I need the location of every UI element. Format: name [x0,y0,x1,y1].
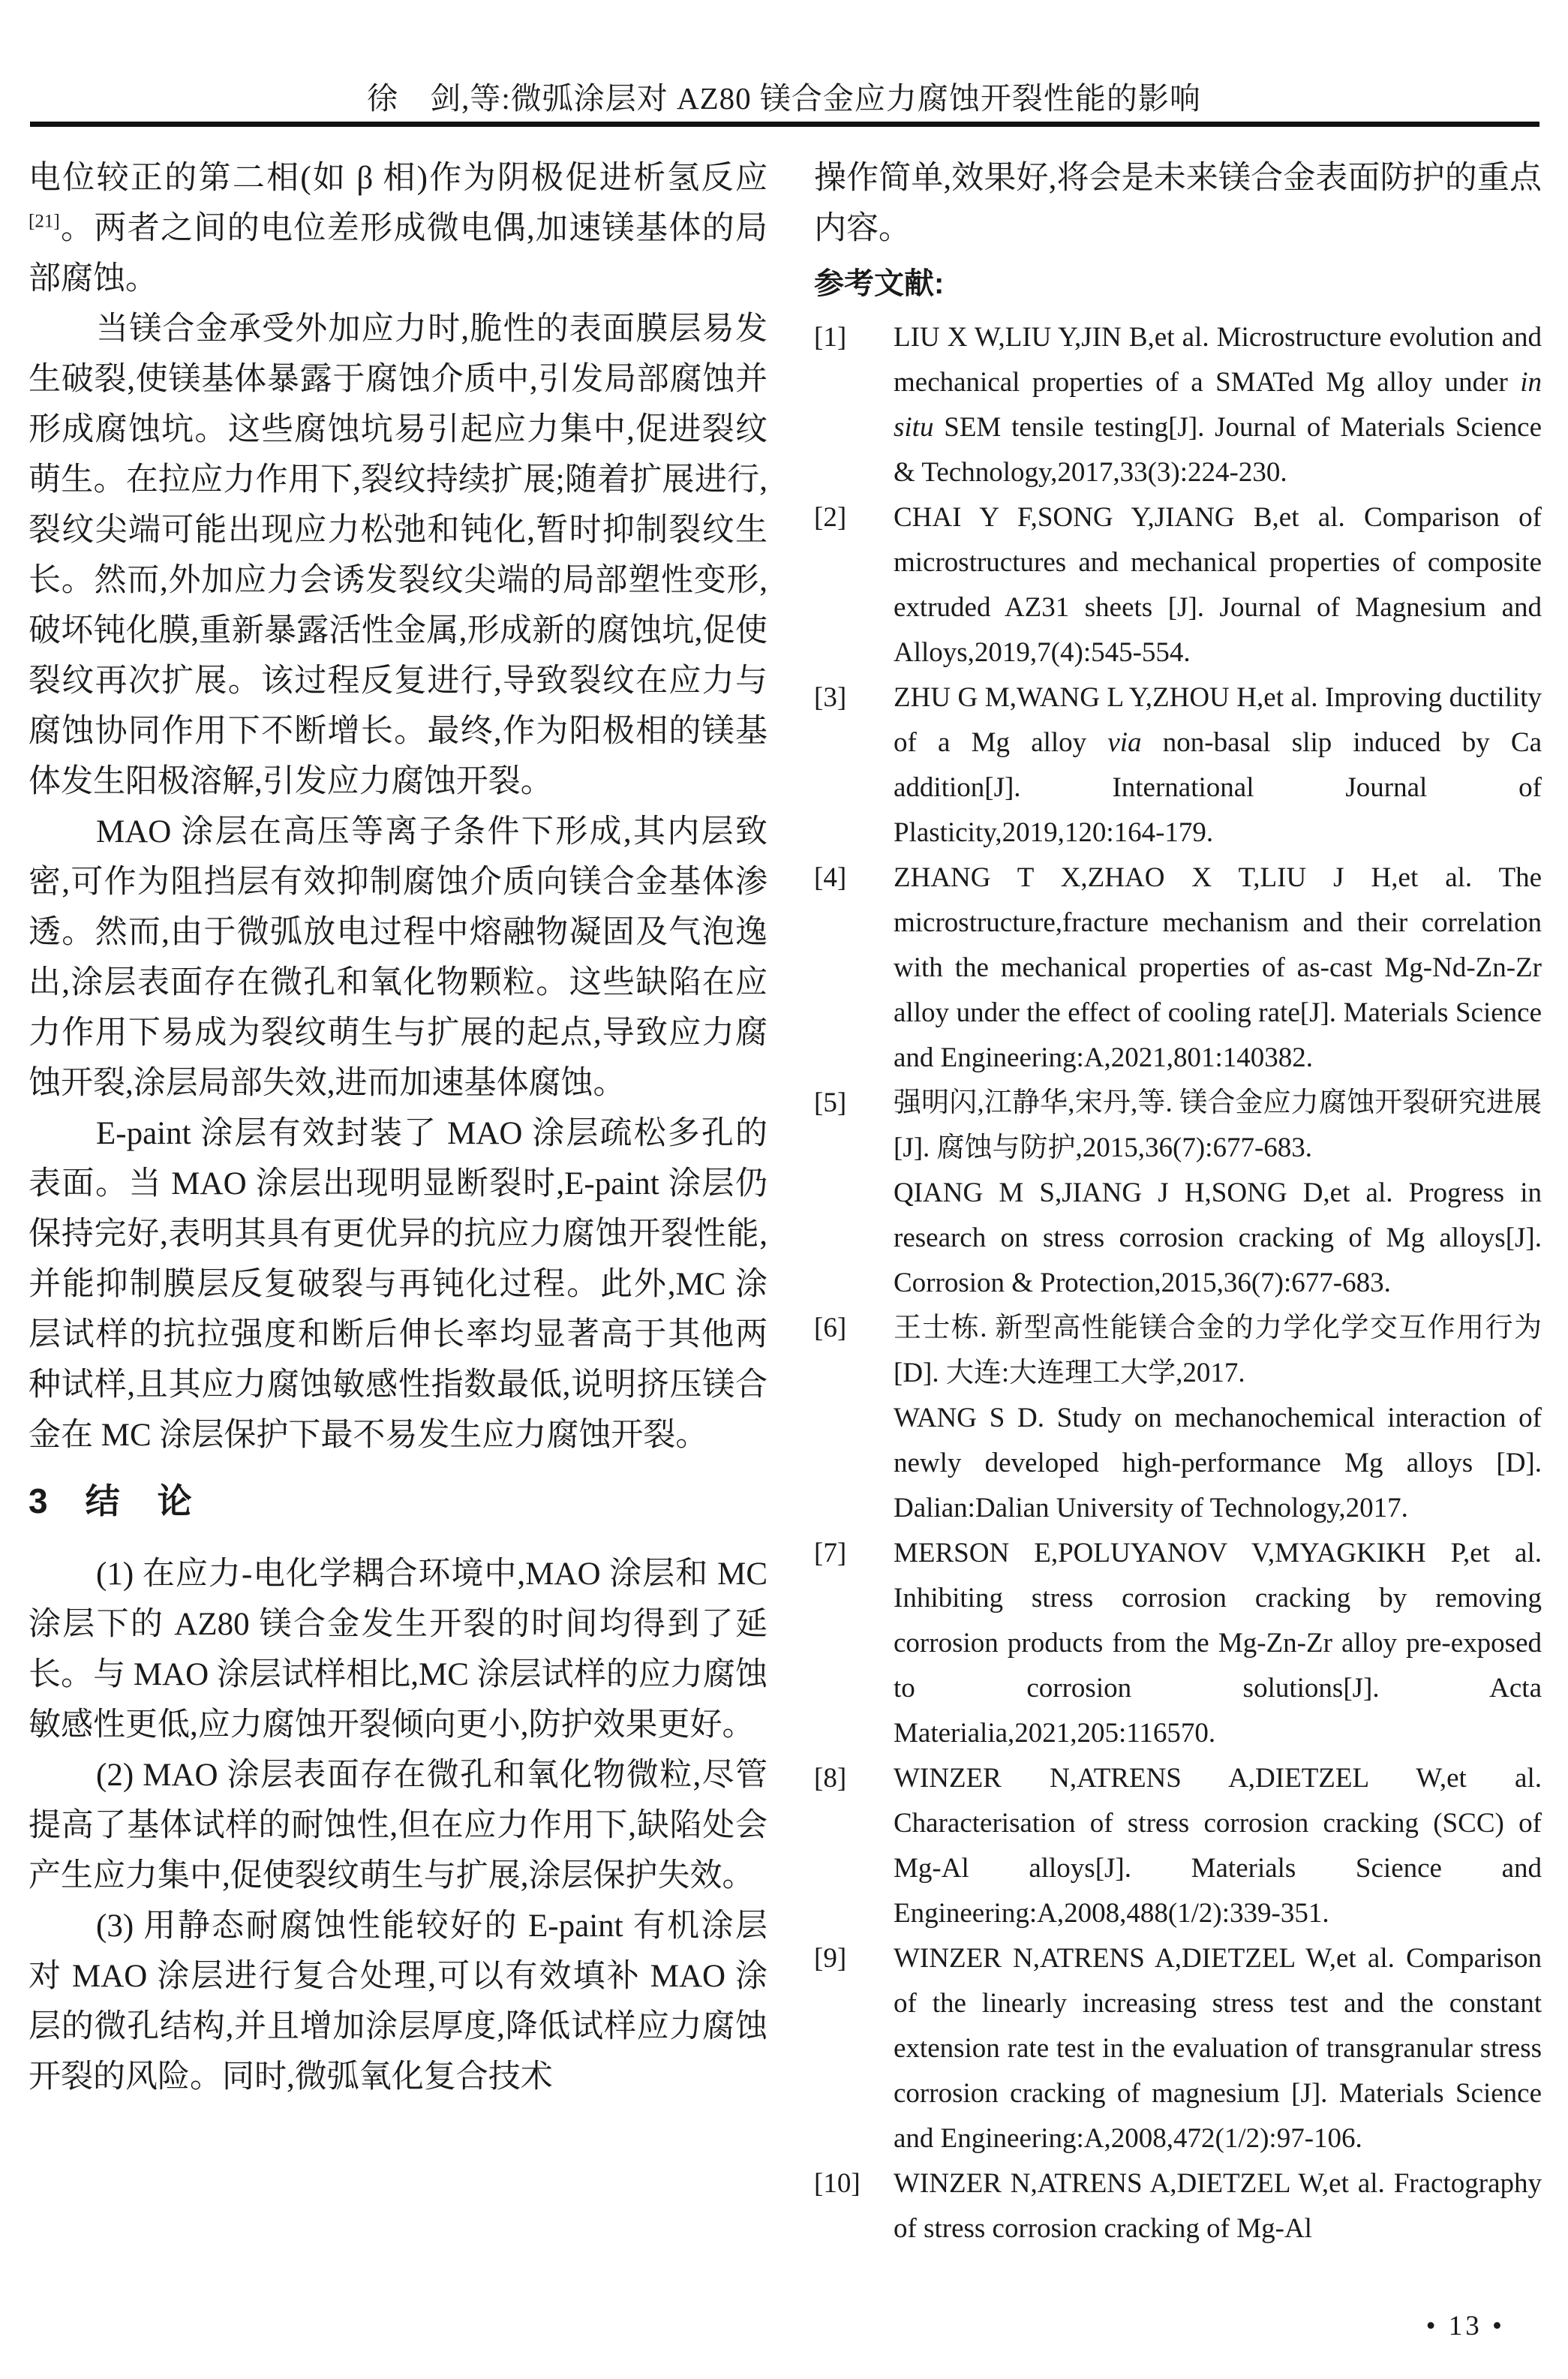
citation-superscript: [21] [29,211,60,232]
reference-number: [4] [814,862,847,893]
text-run: 当镁合金承受外加应力时,脆性的表面膜层易发生破裂,使镁基体暴露于腐蚀介质中,引发局部腐蚀并形成腐蚀坑。这些腐蚀坑易引起应力集中,促进裂纹萌生。在拉应力作用下,裂纹持续扩展;随着扩展进行,裂纹尖端可能出现应力松弛和钝化,暂时抑制裂纹生长。然而,外加应力会诱发裂纹尖端的局部塑性变形,破坏钝化膜,重新暴露活性金属,形成新的腐蚀坑,促使裂纹再次扩展。该过程反复进行,导致裂纹在应力与腐蚀协同作用下不断增长。最终,作为阳极相的镁基体发生阳极溶解,引发应力腐蚀开裂。 [29,311,767,799]
reference-number: [7] [814,1538,847,1568]
text-run: WINZER N,ATRENS A,DIETZEL W,et al. Fractography of stress corrosion cracking of Mg-Al [894,2168,1542,2244]
paragraph [29,807,767,1108]
reference-item [814,315,1542,495]
page-body [29,153,1542,2251]
paragraph [29,153,767,304]
body-paragraphs [29,153,767,1460]
running-header-title: 徐 剑,等:微弧涂层对 AZ80 镁合金应力腐蚀开裂性能的影响 [367,81,1201,116]
text-run: WINZER N,ATRENS A,DIETZEL W,et al. Characterisation of stress corrosion cracking (SCC) of Mg-Al alloys[J]. Materials Science and Engineering:A,2008,488(1/2):339-351. [894,1763,1542,1929]
reference-number: [9] [814,1943,847,1974]
text-run: E-paint 涂层有效封装了 MAO 涂层疏松多孔的表面。当 MAO 涂层出现明显断裂时,E-paint 涂层仍保持完好,表明其具有更优异的抗应力腐蚀开裂性能,并能抑制膜层反复破裂与再钝化过程。此外,MC 涂层试样的抗拉强度和断后伸长率均显著高于其他两种试样,且其应力腐蚀敏感性指数最低,说明挤压镁合金在 MC 涂层保护下最不易发生应力腐蚀开裂。 [29,1116,767,1453]
text-run: (1) 在应力-电化学耦合环境中,MAO 涂层和 MC 涂层下的 AZ80 镁合金发生开裂的时间均得到了延长。与 MAO 涂层试样相比,MC 涂层试样的应力腐蚀敏感性更低,应力腐蚀开裂倾向更小,防护效果更好。 [29,1556,767,1743]
reference-text [894,315,1542,495]
references-heading: 参考文献: [814,267,945,300]
reference-text [894,856,1542,1081]
reference-number: [2] [814,502,847,533]
text-run: non-basal slip induced by Ca addition[J]. International Journal of Plasticity,2019,120:164-179. [894,727,1542,848]
right-column [814,153,1542,2251]
text-run: (2) MAO 涂层表面存在微孔和氧化物微粒,尽管提高了基体试样的耐蚀性,但在应力作用下,缺陷处会产生应力集中,促使裂纹萌生与扩展,涂层保护失效。 [29,1758,767,1893]
left-column [29,153,767,2251]
paragraph [29,1549,767,1750]
reference-text [894,1081,1542,1171]
paragraph [29,1750,767,1901]
text-run: (3) 用静态耐腐蚀性能较好的 E-paint 有机涂层对 MAO 涂层进行复合处理,可以有效填补 MAO 涂层的微孔结构,并且增加涂层厚度,降低试样应力腐蚀开裂的风险。同时,微弧氧化复合技术 [29,1908,767,2095]
text-run: MERSON E,POLUYANOV V,MYAGKIKH P,et al. Inhibiting stress corrosion cracking by removing corrosion products from the Mg-Zn-Zr alloy pre-exposed to corrosion solutions[J]. Acta Materialia,2021,205:116570. [894,1538,1542,1749]
text-run: MAO 涂层在高压等离子条件下形成,其内层致密,可作为阻挡层有效抑制腐蚀介质向镁合金基体渗透。然而,由于微弧放电过程中熔融物凝固及气泡逸出,涂层表面存在微孔和氧化物颗粒。这些缺陷在应力作用下易成为裂纹萌生与扩展的起点,导致应力腐蚀开裂,涂层局部失效,进而加速基体腐蚀。 [29,814,767,1101]
reference-number: [10] [814,2168,861,2199]
header-rule [30,122,1539,127]
text-run: ZHU G M,WANG L Y,ZHOU H,et al. Improving ductility of a Mg alloy [894,682,1542,758]
text-run: ZHANG T X,ZHAO X T,LIU J H,et al. The microstructure,fracture mechanism and their correlation with the mechanical properties of as-cast Mg-Nd-Zn-Zr alloy under the effect of cooling rate[J]. Materials Science and Engineering:A,2021,801:140382. [894,862,1542,1073]
reference-text [894,495,1542,675]
text-run: QIANG M S,JIANG J H,SONG D,et al. Progress in research on stress corrosion cracking of Mg alloys[J]. Corrosion & Protection,2015,36(7):677-683. [894,1177,1542,1298]
reference-item [814,1306,1542,1531]
reference-text [894,1531,1542,1756]
paragraph [29,1108,767,1460]
text-run: WINZER N,ATRENS A,DIETZEL W,et al. Comparison of the linearly increasing stress test and the constant extension rate test in the evaluation of transgranular stress corrosion cracking of magnesium [J]. Materials Science and Engineering:A,2008,472(1/2):97-106. [894,1943,1542,2154]
reference-item [814,675,1542,856]
reference-text [894,1936,1542,2161]
reference-number: [1] [814,322,847,353]
text-run: via [1107,727,1142,758]
text-run: 电位较正的第二相(如 β 相)作为阴极促进析氢反应 [29,161,767,196]
paragraph [29,304,767,807]
reference-text [894,1396,1542,1531]
text-run: WANG S D. Study on mechanochemical interaction of newly developed high-performance Mg alloys [D]. Dalian:Dalian University of Technology,2017. [894,1403,1542,1523]
reference-text [894,1306,1542,1396]
reference-text [894,1171,1542,1306]
section-heading: 3 结 论 [29,1481,194,1520]
reference-text [894,1756,1542,1936]
reference-number: [6] [814,1313,847,1343]
text-run: in situ [894,367,1542,443]
reference-number: [8] [814,1763,847,1794]
reference-number: [3] [814,682,847,713]
reference-item [814,856,1542,1081]
text-run: 强明闪,江静华,宋丹,等. 镁合金应力腐蚀开裂研究进展[J]. 腐蚀与防护,2015,36(7):677-683. [894,1087,1542,1163]
text-run: LIU X W,LIU Y,JIN B,et al. Microstructure evolution and mechanical properties of a SMATed Mg alloy under [894,322,1542,398]
reference-item [814,495,1542,675]
reference-text [894,675,1542,856]
page-number: • 13 • [1425,2311,1505,2341]
paragraph: 操作简单,效果好,将会是未来镁合金表面防护的重点内容。 [814,161,1542,246]
text-run: CHAI Y F,SONG Y,JIANG B,et al. Comparison of microstructures and mechanical properties of composite extruded AZ31 sheets [J]. Journal of Magnesium and Alloys,2019,7(4):545-554. [894,502,1542,668]
reference-item [814,1936,1542,2161]
reference-item [814,2161,1542,2251]
text-run: 。两者之间的电位差形成微电偶,加速镁基体的局部腐蚀。 [29,211,767,296]
reference-number: [5] [814,1087,847,1118]
reference-item [814,1081,1542,1306]
reference-list [814,315,1542,2251]
reference-item [814,1531,1542,1756]
paragraph [29,1901,767,2102]
text-run: 王士栋. 新型高性能镁合金的力学化学交互作用行为[D]. 大连:大连理工大学,2017. [894,1313,1542,1388]
reference-text [894,2161,1542,2251]
reference-item [814,1756,1542,1936]
conclusion-paragraphs [29,1549,767,2102]
text-run: SEM tensile testing[J]. Journal of Materials Science & Technology,2017,33(3):224-230. [894,412,1542,488]
